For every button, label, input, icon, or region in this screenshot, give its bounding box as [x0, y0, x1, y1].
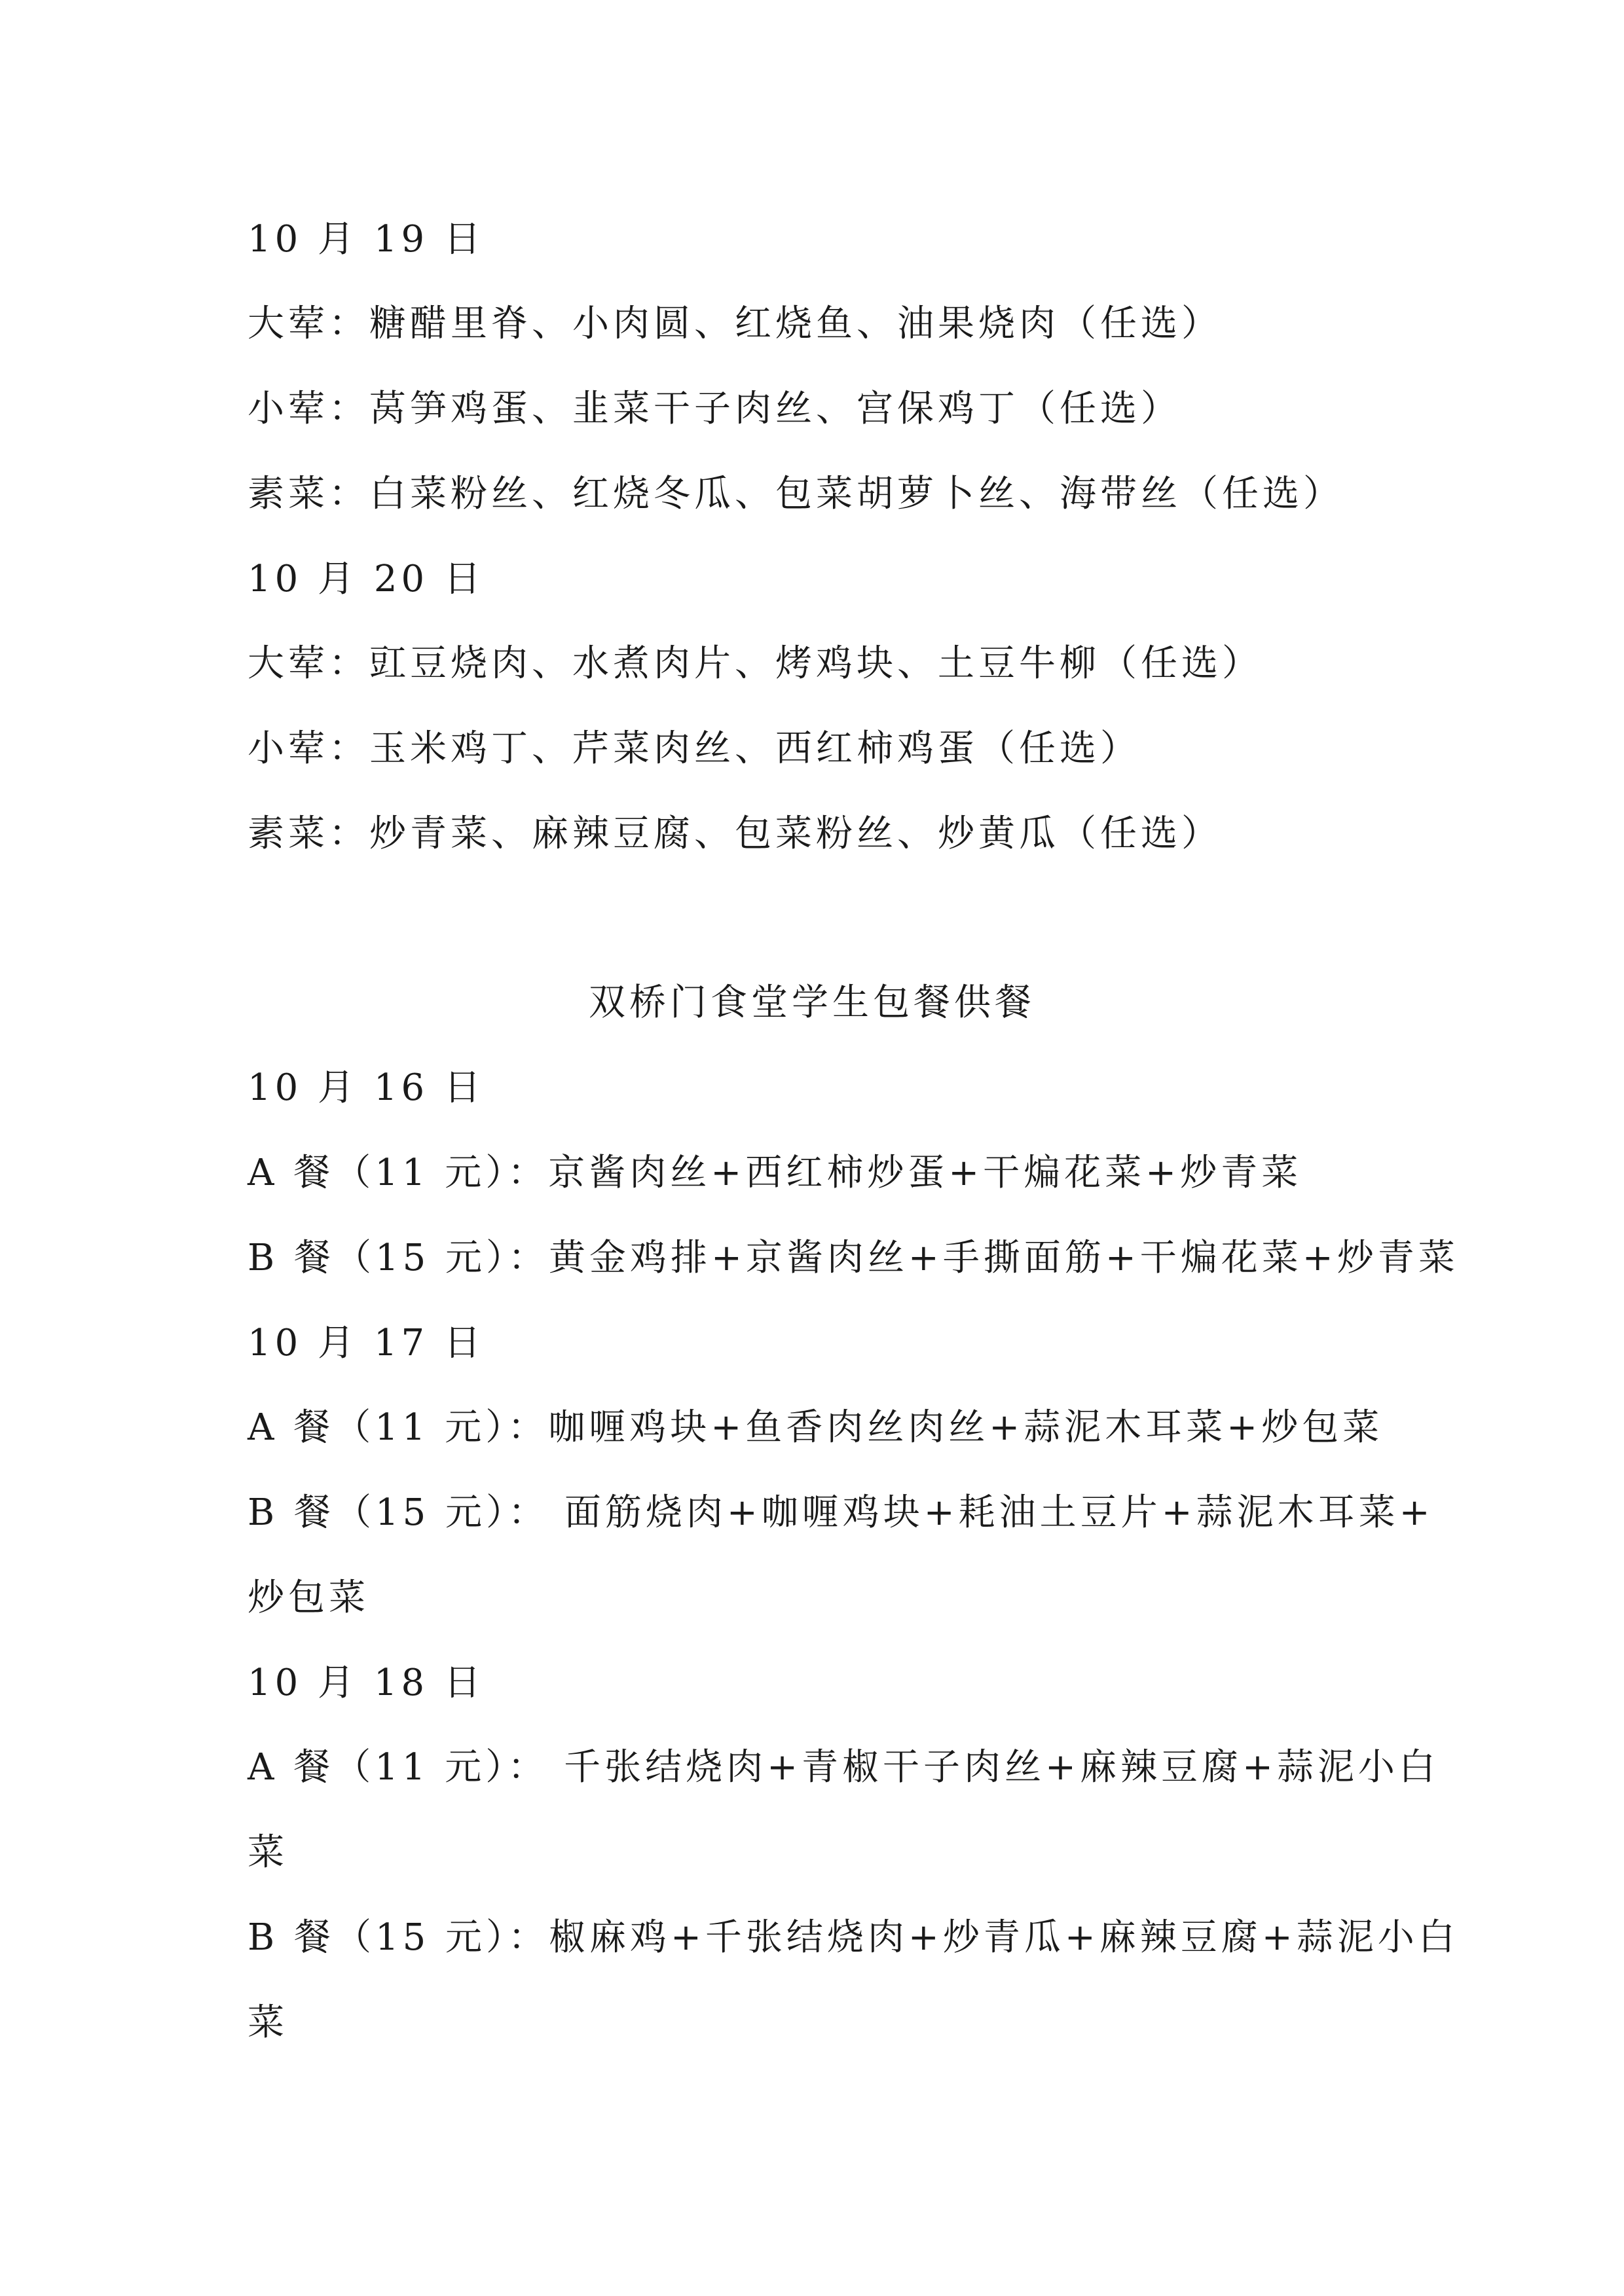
meal-line-continued: 菜	[248, 2001, 288, 2044]
date-heading: 10 月 20 日	[248, 558, 485, 600]
menu-line: 小荤：莴笋鸡蛋、韭菜干子肉丝、宫保鸡丁（任选）	[248, 388, 1181, 430]
date-heading: 10 月 16 日	[248, 1066, 485, 1109]
meal-line-continued: 菜	[248, 1831, 288, 1874]
date-heading: 10 月 19 日	[248, 218, 485, 261]
menu-line: 素菜：炒青菜、麻辣豆腐、包菜粉丝、炒黄瓜（任选）	[248, 812, 1222, 855]
meal-line: A 餐（11 元）：京酱肉丝+西红柿炒蛋+干煸花菜+炒青菜	[248, 1152, 1302, 1194]
date-heading: 10 月 18 日	[248, 1662, 485, 1704]
menu-line: 大荤：糖醋里脊、小肉圆、红烧鱼、油果烧肉（任选）	[248, 302, 1222, 345]
menu-line: 大荤：豇豆烧肉、水煮肉片、烤鸡块、土豆牛柳（任选）	[248, 642, 1263, 685]
meal-line: B 餐（15 元）：椒麻鸡+千张结烧肉+炒青瓜+麻辣豆腐+蒜泥小白	[248, 1916, 1459, 1959]
menu-line: 素菜：白菜粉丝、红烧冬瓜、包菜胡萝卜丝、海带丝（任选）	[248, 473, 1344, 515]
meal-line: B 餐（15 元）：黄金鸡排+京酱肉丝+手撕面筋+干煸花菜+炒青菜	[248, 1237, 1459, 1279]
section-title: 双桥门食堂学生包餐供餐	[589, 981, 1035, 1024]
meal-line-continued: 炒包菜	[248, 1576, 369, 1619]
date-heading: 10 月 17 日	[248, 1322, 485, 1364]
meal-line: A 餐（11 元）： 千张结烧肉+青椒干子肉丝+麻辣豆腐+蒜泥小白	[248, 1746, 1439, 1789]
menu-line: 小荤：玉米鸡丁、芹菜肉丝、西红柿鸡蛋（任选）	[248, 727, 1141, 770]
meal-line: A 餐（11 元）：咖喱鸡块+鱼香肉丝肉丝+蒜泥木耳菜+炒包菜	[248, 1406, 1384, 1449]
meal-line: B 餐（15 元）： 面筋烧肉+咖喱鸡块+耗油土豆片+蒜泥木耳菜+	[248, 1491, 1434, 1534]
